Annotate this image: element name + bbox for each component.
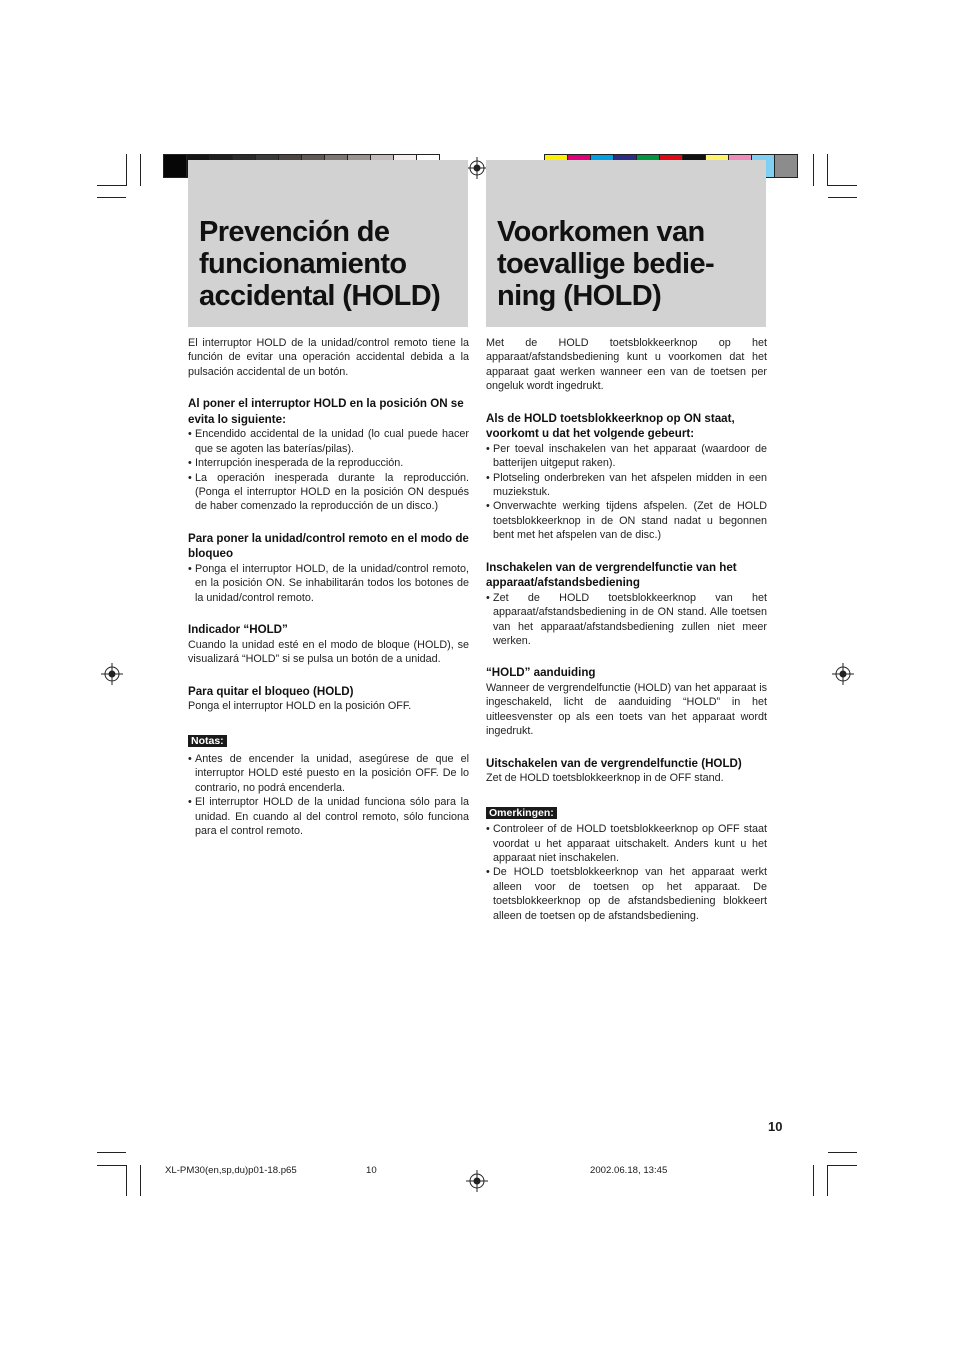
list-item: • Zet de HOLD toetsblokkeerknop van het apparaat/afstandsbediening in de ON stand. Alle toetsen van het apparaat/afstandsbediening zullen niet meer werken. bbox=[486, 591, 767, 649]
intro-text: Met de HOLD toetsblokkeerknop op het apparaat/afstandsbediening kunt u voorkomen dat het apparaat gaat werken wanneer een van de toetsen per ongeluk wordt ingedrukt. bbox=[486, 337, 767, 393]
gray-swatch bbox=[164, 155, 187, 177]
registration-mark-icon bbox=[832, 663, 854, 685]
list-item: • Controleer of de HOLD toetsblokkeerknop op OFF staat voordat u het apparaat uitschakelt. Anders kunt u het apparaat niet inschakelen. bbox=[486, 822, 767, 865]
registration-mark-icon bbox=[101, 663, 123, 685]
page-number: 10 bbox=[768, 1119, 783, 1134]
dutch-title: Voorkomen van toevallige bedie- ning (HOLD) bbox=[497, 216, 715, 312]
notes-list bbox=[188, 752, 469, 838]
notes-list bbox=[486, 822, 767, 923]
notes-label: Omerkingen: bbox=[486, 807, 557, 819]
section-text: Cuando la unidad esté en el modo de bloque (HOLD), se visualizará “HOLD” si se pulsa un botón de a unidad. bbox=[188, 638, 469, 666]
list-item: • Ponga el interruptor HOLD, de la unidad/control remoto, en la posición ON. Se inhabilitarán todos los botones de la unidad/control remoto. bbox=[188, 562, 469, 605]
list-item: • Plotseling onderbreken van het afspelen midden in een muziekstuk. bbox=[486, 471, 767, 500]
section-heading: Uitschakelen van de vergrendelfunctie (HOLD) bbox=[486, 756, 742, 770]
list-item: • Antes de encender la unidad, asegúrese de que el interruptor HOLD esté puesto en la posición OFF. De lo contrario, no podrá encenderla. bbox=[188, 752, 469, 795]
color-swatch bbox=[775, 155, 797, 177]
section-heading: Para quitar el bloqueo (HOLD) bbox=[188, 684, 354, 698]
footer-filename: XL-PM30(en,sp,du)p01-18.p65 bbox=[165, 1165, 297, 1176]
section-text: Ponga el interruptor HOLD en la posición OFF. bbox=[188, 700, 412, 713]
spanish-title-box bbox=[188, 160, 468, 327]
intro-text: El interruptor HOLD de la unidad/control remoto tiene la función de evitar una operación accidental debida a la pulsación accidental de un botón. bbox=[188, 337, 469, 378]
list-item: • Encendido accidental de la unidad (lo cual puede hacer que se agoten las baterías/pilas). bbox=[188, 427, 469, 456]
registration-mark-icon bbox=[466, 157, 488, 179]
list-item: • La operación inesperada durante la reproducción. (Ponga el interruptor HOLD en la posición ON después de haber comenzado la reproducción de un disco.) bbox=[188, 471, 469, 514]
section-heading: Para poner la unidad/control remoto en el modo de bloqueo bbox=[188, 531, 469, 561]
list-item: • Per toeval inschakelen van het apparaat (waardoor de batterijen uitgeput raken). bbox=[486, 442, 767, 471]
registration-mark-icon bbox=[466, 1170, 488, 1192]
notes-label: Notas: bbox=[188, 735, 227, 747]
section-text: Zet de HOLD toetsblokkeerknop in de OFF stand. bbox=[486, 772, 724, 785]
section-heading: Inschakelen van de vergrendelfunctie van het apparaat/afstandsbediening bbox=[486, 560, 737, 590]
dutch-column bbox=[486, 336, 767, 923]
section-text: Wanneer de vergrendelfunctie (HOLD) van het apparaat is ingeschakeld, licht de aanduiding “HOLD” in het uitleesvenster op als een toets van het apparaat wordt ingedrukt. bbox=[486, 682, 767, 738]
bullet-list bbox=[486, 442, 767, 543]
section-heading: “HOLD” aanduiding bbox=[486, 666, 596, 680]
section-heading: Indicador “HOLD” bbox=[188, 623, 288, 637]
bullet-list bbox=[188, 562, 469, 605]
section-heading: Al poner el interruptor HOLD en la posición ON se evita lo siguiente: bbox=[188, 397, 464, 426]
bullet-list bbox=[188, 427, 469, 513]
list-item: • De HOLD toetsblokkeerknop van het apparaat werkt alleen voor de toetsen op het apparaat. De toetsblokkeerknop op de afstandsbediening blokkeert alleen de toetsen op de afstandsbediening. bbox=[486, 865, 767, 923]
list-item: • El interruptor HOLD de la unidad funciona sólo para la unidad. En cuando al del control remoto, sólo funciona para el control remoto. bbox=[188, 795, 469, 838]
footer-page: 10 bbox=[366, 1165, 377, 1176]
list-item: • Interrupción inesperada de la reproducción. bbox=[188, 456, 469, 470]
spanish-column bbox=[188, 336, 469, 839]
section-heading: Als de HOLD toetsblokkeerknop op ON staat, voorkomt u dat het volgende gebeurt: bbox=[486, 411, 735, 441]
dutch-title-box bbox=[486, 160, 766, 327]
footer-date: 2002.06.18, 13:45 bbox=[590, 1165, 668, 1176]
list-item: • Onverwachte werking tijdens afspelen. (Zet de HOLD toetsblokkeerknop in de ON stand nadat u begonnen bent met het afspelen van de disc.) bbox=[486, 499, 767, 542]
spanish-title: Prevención de funcionamiento accidental (HOLD) bbox=[199, 216, 441, 312]
bullet-list bbox=[486, 591, 767, 649]
